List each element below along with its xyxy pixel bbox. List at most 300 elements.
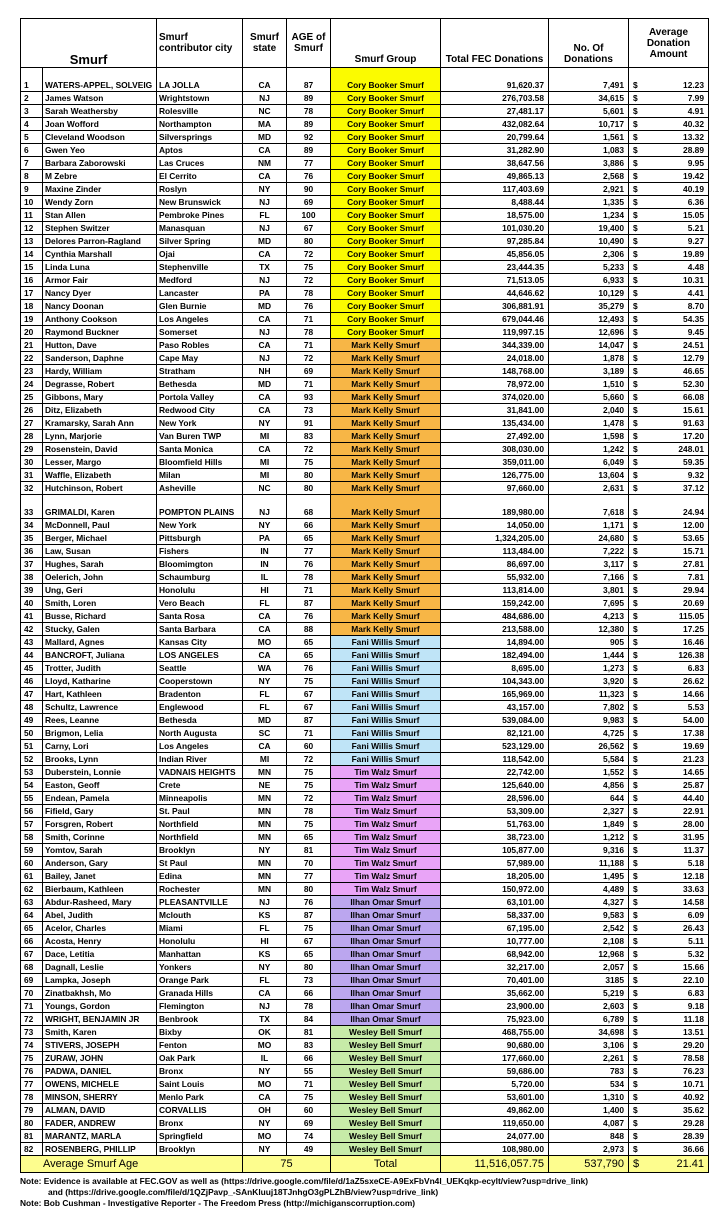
donation-count: 1,310 bbox=[549, 1091, 629, 1104]
total-donations: 63,101.00 bbox=[441, 896, 549, 909]
donor-city: Rochester bbox=[157, 883, 243, 896]
average-donation-value: 52.30 bbox=[683, 379, 704, 389]
donor-name: Trotter, Judith bbox=[43, 662, 157, 675]
smurf-group: Cory Booker Smurf bbox=[331, 105, 441, 118]
donation-count: 11,188 bbox=[549, 857, 629, 870]
average-donation-value: 6.83 bbox=[687, 663, 704, 673]
donation-count: 34,615 bbox=[549, 92, 629, 105]
row-number: 76 bbox=[21, 1065, 43, 1078]
dollar-sign: $ bbox=[633, 119, 638, 129]
dollar-sign: $ bbox=[633, 158, 638, 168]
donor-age: 66 bbox=[287, 1052, 331, 1065]
smurf-group: Wesley Bell Smurf bbox=[331, 1091, 441, 1104]
average-donation bbox=[629, 495, 709, 519]
donor-city: St Paul bbox=[157, 857, 243, 870]
dollar-sign: $ bbox=[633, 444, 638, 454]
donor-state: CA bbox=[243, 740, 287, 753]
donor-state: NY bbox=[243, 519, 287, 532]
row-number: 38 bbox=[21, 571, 43, 584]
donor-city: Yonkers bbox=[157, 961, 243, 974]
average-donation bbox=[629, 961, 709, 974]
donor-city: Minneapolis bbox=[157, 792, 243, 805]
donor-name: MINSON, SHERRY bbox=[43, 1091, 157, 1104]
average-donation bbox=[629, 157, 709, 170]
row-number: 65 bbox=[21, 922, 43, 935]
donor-age: 71 bbox=[287, 339, 331, 352]
donor-name: Law, Susan bbox=[43, 545, 157, 558]
donation-count: 9,983 bbox=[549, 714, 629, 727]
donor-name: Oelerich, John bbox=[43, 571, 157, 584]
donor-city: Redwood City bbox=[157, 404, 243, 417]
row-number: 26 bbox=[21, 404, 43, 417]
average-donation-value: 78.58 bbox=[683, 1053, 704, 1063]
donation-count: 9,583 bbox=[549, 909, 629, 922]
total-donations: 182,494.00 bbox=[441, 649, 549, 662]
donor-age: 89 bbox=[287, 92, 331, 105]
smurf-group: Mark Kelly Smurf bbox=[331, 597, 441, 610]
donor-name: Hardy, William bbox=[43, 365, 157, 378]
donation-count: 4,725 bbox=[549, 727, 629, 740]
smurf-group: Mark Kelly Smurf bbox=[331, 584, 441, 597]
donation-count: 1,444 bbox=[549, 649, 629, 662]
donor-city: Las Cruces bbox=[157, 157, 243, 170]
smurf-group: Wesley Bell Smurf bbox=[331, 1078, 441, 1091]
average-donation bbox=[629, 1130, 709, 1143]
donor-city: Santa Monica bbox=[157, 443, 243, 456]
donor-name: Dace, Letitia bbox=[43, 948, 157, 961]
donor-city: Bixby bbox=[157, 1026, 243, 1039]
donor-state: TX bbox=[243, 1013, 287, 1026]
donor-state: MI bbox=[243, 430, 287, 443]
dollar-sign: $ bbox=[633, 431, 638, 441]
dollar-sign: $ bbox=[633, 1092, 638, 1102]
dollar-sign: $ bbox=[633, 832, 638, 842]
dollar-sign: $ bbox=[633, 1158, 640, 1170]
average-donation bbox=[629, 844, 709, 857]
dollar-sign: $ bbox=[633, 819, 638, 829]
table-row bbox=[21, 857, 709, 870]
row-number: 56 bbox=[21, 805, 43, 818]
table-row bbox=[21, 417, 709, 430]
table-row bbox=[21, 183, 709, 196]
smurf-group: Ilhan Omar Smurf bbox=[331, 909, 441, 922]
total-donations: 68,942.00 bbox=[441, 948, 549, 961]
donor-age: 83 bbox=[287, 1039, 331, 1052]
donor-age: 80 bbox=[287, 482, 331, 495]
donor-city: Northfield bbox=[157, 818, 243, 831]
donor-name: Wendy Zorn bbox=[43, 196, 157, 209]
smurf-group: Ilhan Omar Smurf bbox=[331, 961, 441, 974]
average-donation-value: 17.20 bbox=[683, 431, 704, 441]
average-donation bbox=[629, 935, 709, 948]
row-number: 43 bbox=[21, 636, 43, 649]
donation-count: 1,878 bbox=[549, 352, 629, 365]
table-row bbox=[21, 482, 709, 495]
donor-state: CA bbox=[243, 144, 287, 157]
total-donations: 14,050.00 bbox=[441, 519, 549, 532]
donation-count: 11,323 bbox=[549, 688, 629, 701]
donor-name: Acosta, Henry bbox=[43, 935, 157, 948]
total-donations: 35,662.00 bbox=[441, 987, 549, 1000]
dollar-sign: $ bbox=[633, 611, 638, 621]
donor-state: IN bbox=[243, 545, 287, 558]
donor-state: CA bbox=[243, 68, 287, 92]
smurf-group: Cory Booker Smurf bbox=[331, 274, 441, 287]
donor-name: Lynn, Marjorie bbox=[43, 430, 157, 443]
donor-city: Paso Robles bbox=[157, 339, 243, 352]
average-donation bbox=[629, 857, 709, 870]
donor-age: 91 bbox=[287, 417, 331, 430]
donor-age: 81 bbox=[287, 844, 331, 857]
dollar-sign: $ bbox=[633, 314, 638, 324]
donor-age: 92 bbox=[287, 131, 331, 144]
donation-count: 9,316 bbox=[549, 844, 629, 857]
row-number: 35 bbox=[21, 532, 43, 545]
donor-name: Kramarsky, Sarah Ann bbox=[43, 417, 157, 430]
donor-name: Zinatbakhsh, Mo bbox=[43, 987, 157, 1000]
average-donation-value: 17.25 bbox=[683, 624, 704, 634]
donation-count: 1,561 bbox=[549, 131, 629, 144]
header-row bbox=[21, 19, 709, 68]
donor-name: Ung, Geri bbox=[43, 584, 157, 597]
donation-count: 1,273 bbox=[549, 662, 629, 675]
smurf-group: Tim Walz Smurf bbox=[331, 857, 441, 870]
row-number: 23 bbox=[21, 365, 43, 378]
average-donation-value: 12.00 bbox=[683, 520, 704, 530]
donor-name: Rees, Leanne bbox=[43, 714, 157, 727]
donor-state: MI bbox=[243, 753, 287, 766]
average-donation bbox=[629, 922, 709, 935]
table-row bbox=[21, 1026, 709, 1039]
dollar-sign: $ bbox=[633, 624, 638, 634]
dollar-sign: $ bbox=[633, 780, 638, 790]
donor-state: OK bbox=[243, 1026, 287, 1039]
table-row bbox=[21, 365, 709, 378]
smurf-group: Tim Walz Smurf bbox=[331, 870, 441, 883]
donor-name: Linda Luna bbox=[43, 261, 157, 274]
average-donation bbox=[629, 378, 709, 391]
average-donation-value: 9.32 bbox=[687, 470, 704, 480]
smurf-group: Cory Booker Smurf bbox=[331, 118, 441, 131]
donor-name: Anthony Cookson bbox=[43, 313, 157, 326]
dollar-sign: $ bbox=[633, 1066, 638, 1076]
donor-state: CA bbox=[243, 649, 287, 662]
average-donation bbox=[629, 623, 709, 636]
table-row bbox=[21, 1091, 709, 1104]
table-row bbox=[21, 519, 709, 532]
average-donation bbox=[629, 222, 709, 235]
average-donation bbox=[629, 443, 709, 456]
donor-name: Bailey, Janet bbox=[43, 870, 157, 883]
dollar-sign: $ bbox=[633, 546, 638, 556]
donor-city: Honolulu bbox=[157, 935, 243, 948]
donor-name: Stan Allen bbox=[43, 209, 157, 222]
donor-state: FL bbox=[243, 597, 287, 610]
dollar-sign: $ bbox=[633, 702, 638, 712]
average-donation bbox=[629, 287, 709, 300]
total-donations: 31,841.00 bbox=[441, 404, 549, 417]
total-donations: 45,856.05 bbox=[441, 248, 549, 261]
total-donations: 23,900.00 bbox=[441, 1000, 549, 1013]
donor-age: 74 bbox=[287, 1130, 331, 1143]
donor-city: CORVALLIS bbox=[157, 1104, 243, 1117]
donor-name: ZURAW, JOHN bbox=[43, 1052, 157, 1065]
donor-state: IN bbox=[243, 558, 287, 571]
smurf-group: Tim Walz Smurf bbox=[331, 818, 441, 831]
donor-name: Carny, Lori bbox=[43, 740, 157, 753]
average-donation bbox=[629, 766, 709, 779]
average-donation bbox=[629, 339, 709, 352]
donor-city: Somerset bbox=[157, 326, 243, 339]
table-row bbox=[21, 714, 709, 727]
average-donation-value: 248.01 bbox=[678, 444, 704, 454]
donor-age: 72 bbox=[287, 248, 331, 261]
row-number: 14 bbox=[21, 248, 43, 261]
average-donation bbox=[629, 1078, 709, 1091]
donor-city: PLEASANTVILLE bbox=[157, 896, 243, 909]
donor-name: Forsgren, Robert bbox=[43, 818, 157, 831]
dollar-sign: $ bbox=[633, 457, 638, 467]
donor-state: NY bbox=[243, 1143, 287, 1156]
donor-city: Cape May bbox=[157, 352, 243, 365]
donor-name: Smith, Loren bbox=[43, 597, 157, 610]
donor-city: Medford bbox=[157, 274, 243, 287]
donor-state: MN bbox=[243, 883, 287, 896]
average-donation bbox=[629, 482, 709, 495]
donation-count: 1,400 bbox=[549, 1104, 629, 1117]
average-donation-value: 76.23 bbox=[683, 1066, 704, 1076]
table-row bbox=[21, 92, 709, 105]
donor-name: Lesser, Margo bbox=[43, 456, 157, 469]
donor-age: 72 bbox=[287, 792, 331, 805]
total-donations: 113,484.00 bbox=[441, 545, 549, 558]
row-number: 51 bbox=[21, 740, 43, 753]
table-row bbox=[21, 779, 709, 792]
table-row bbox=[21, 818, 709, 831]
row-number: 60 bbox=[21, 857, 43, 870]
average-donation bbox=[629, 1104, 709, 1117]
donor-age: 68 bbox=[287, 495, 331, 519]
donor-age: 87 bbox=[287, 714, 331, 727]
dollar-sign: $ bbox=[633, 275, 638, 285]
table-row bbox=[21, 196, 709, 209]
smurf-group: Tim Walz Smurf bbox=[331, 805, 441, 818]
donation-count: 2,973 bbox=[549, 1143, 629, 1156]
donor-state: MN bbox=[243, 818, 287, 831]
donor-city: Ojai bbox=[157, 248, 243, 261]
total-donations-value: 11,516,057.75 bbox=[441, 1156, 549, 1173]
total-donations: 159,242.00 bbox=[441, 597, 549, 610]
donation-count: 1,212 bbox=[549, 831, 629, 844]
average-donation bbox=[629, 974, 709, 987]
average-donation-value: 59.35 bbox=[683, 457, 704, 467]
dollar-sign: $ bbox=[633, 132, 638, 142]
total-donations: 468,755.00 bbox=[441, 1026, 549, 1039]
dollar-sign: $ bbox=[633, 262, 638, 272]
table-row bbox=[21, 1117, 709, 1130]
dollar-sign: $ bbox=[633, 1131, 638, 1141]
row-number: 74 bbox=[21, 1039, 43, 1052]
row-number: 40 bbox=[21, 597, 43, 610]
row-number: 81 bbox=[21, 1130, 43, 1143]
donor-age: 78 bbox=[287, 105, 331, 118]
donor-state: NY bbox=[243, 183, 287, 196]
total-donations: 49,862.00 bbox=[441, 1104, 549, 1117]
total-donations: 78,972.00 bbox=[441, 378, 549, 391]
total-donations: 135,434.00 bbox=[441, 417, 549, 430]
row-number: 1 bbox=[21, 68, 43, 92]
average-donation bbox=[629, 1143, 709, 1156]
donor-age: 65 bbox=[287, 636, 331, 649]
donor-age: 87 bbox=[287, 909, 331, 922]
table-row bbox=[21, 974, 709, 987]
donor-state: NE bbox=[243, 779, 287, 792]
dollar-sign: $ bbox=[633, 93, 638, 103]
row-number: 53 bbox=[21, 766, 43, 779]
donor-age: 67 bbox=[287, 935, 331, 948]
dollar-sign: $ bbox=[633, 988, 638, 998]
row-number: 46 bbox=[21, 675, 43, 688]
smurf-group: Wesley Bell Smurf bbox=[331, 1117, 441, 1130]
donation-count: 2,327 bbox=[549, 805, 629, 818]
donor-name: ALMAN, DAVID bbox=[43, 1104, 157, 1117]
total-donations: 679,044.46 bbox=[441, 313, 549, 326]
average-donation bbox=[629, 701, 709, 714]
donor-age: 69 bbox=[287, 365, 331, 378]
average-amount-cell bbox=[629, 1156, 709, 1173]
table-row bbox=[21, 1065, 709, 1078]
donation-count: 2,542 bbox=[549, 922, 629, 935]
donor-city: Cooperstown bbox=[157, 675, 243, 688]
average-donation-value: 29.94 bbox=[683, 585, 704, 595]
donor-name: Barbara Zaborowski bbox=[43, 157, 157, 170]
table-row bbox=[21, 287, 709, 300]
average-donation bbox=[629, 714, 709, 727]
donor-age: 76 bbox=[287, 558, 331, 571]
average-donation bbox=[629, 1117, 709, 1130]
donor-state: CA bbox=[243, 1091, 287, 1104]
average-donation-value: 7.81 bbox=[687, 572, 704, 582]
average-donation-value: 40.19 bbox=[683, 184, 704, 194]
average-donation-value: 36.66 bbox=[683, 1144, 704, 1154]
table-row bbox=[21, 805, 709, 818]
donor-age: 83 bbox=[287, 430, 331, 443]
donor-city: Silversprings bbox=[157, 131, 243, 144]
donor-name: Gibbons, Mary bbox=[43, 391, 157, 404]
note-evidence: Note: Evidence is available at FEC.GOV as well as (https://drive.google.com/file/d/1aZ5sxeCE-A9ExFbVn4l_UEKqkp-ecylt/view?usp=drive_link) bbox=[20, 1176, 589, 1186]
donor-city: Roslyn bbox=[157, 183, 243, 196]
total-donations: 101,030.20 bbox=[441, 222, 549, 235]
dollar-sign: $ bbox=[633, 106, 638, 116]
average-donation bbox=[629, 584, 709, 597]
row-number: 16 bbox=[21, 274, 43, 287]
smurf-group: Ilhan Omar Smurf bbox=[331, 974, 441, 987]
donor-state: MI bbox=[243, 469, 287, 482]
total-donations: 97,660.00 bbox=[441, 482, 549, 495]
donation-count: 5,660 bbox=[549, 391, 629, 404]
total-donations: 165,969.00 bbox=[441, 688, 549, 701]
dollar-sign: $ bbox=[633, 962, 638, 972]
donor-state: NJ bbox=[243, 352, 287, 365]
smurf-group: Cory Booker Smurf bbox=[331, 209, 441, 222]
smurf-group: Wesley Bell Smurf bbox=[331, 1039, 441, 1052]
smurf-group: Cory Booker Smurf bbox=[331, 157, 441, 170]
donation-count: 5,584 bbox=[549, 753, 629, 766]
average-donation bbox=[629, 313, 709, 326]
donor-state: MN bbox=[243, 792, 287, 805]
donor-age: 75 bbox=[287, 818, 331, 831]
average-donation bbox=[629, 792, 709, 805]
total-count-value: 537,790 bbox=[549, 1156, 629, 1173]
row-number: 25 bbox=[21, 391, 43, 404]
donor-city: Bethesda bbox=[157, 378, 243, 391]
donor-name: Armor Fair bbox=[43, 274, 157, 287]
dollar-sign: $ bbox=[633, 1118, 638, 1128]
average-donation bbox=[629, 987, 709, 1000]
donor-city: Bloomfield Hills bbox=[157, 456, 243, 469]
donor-age: 76 bbox=[287, 896, 331, 909]
dollar-sign: $ bbox=[633, 353, 638, 363]
donor-city: New York bbox=[157, 519, 243, 532]
average-donation bbox=[629, 300, 709, 313]
total-donations: 308,030.00 bbox=[441, 443, 549, 456]
average-donation-value: 15.05 bbox=[683, 210, 704, 220]
donor-state: CA bbox=[243, 170, 287, 183]
donor-name: FADER, ANDREW bbox=[43, 1117, 157, 1130]
dollar-sign: $ bbox=[633, 1001, 638, 1011]
total-donations: 276,703.58 bbox=[441, 92, 549, 105]
donor-age: 80 bbox=[287, 469, 331, 482]
donor-age: 60 bbox=[287, 1104, 331, 1117]
total-donations: 70,401.00 bbox=[441, 974, 549, 987]
table-row bbox=[21, 766, 709, 779]
smurf-group: Mark Kelly Smurf bbox=[331, 456, 441, 469]
average-donation-value: 12.23 bbox=[683, 80, 704, 90]
donor-city: Rolesville bbox=[157, 105, 243, 118]
donor-state: TX bbox=[243, 261, 287, 274]
donor-state: WA bbox=[243, 662, 287, 675]
total-donations: 359,011.00 bbox=[441, 456, 549, 469]
dollar-sign: $ bbox=[633, 572, 638, 582]
donor-name: Busse, Richard bbox=[43, 610, 157, 623]
donor-name: Cleveland Woodson bbox=[43, 131, 157, 144]
total-donations: 24,018.00 bbox=[441, 352, 549, 365]
smurf-group: Ilhan Omar Smurf bbox=[331, 1013, 441, 1026]
total-donations: 126,775.00 bbox=[441, 469, 549, 482]
donor-state: NY bbox=[243, 961, 287, 974]
smurf-group: Wesley Bell Smurf bbox=[331, 1026, 441, 1039]
donor-age: 78 bbox=[287, 571, 331, 584]
donor-city: Wrightstown bbox=[157, 92, 243, 105]
donor-state: MN bbox=[243, 870, 287, 883]
donor-state: NJ bbox=[243, 495, 287, 519]
average-donation bbox=[629, 818, 709, 831]
donor-city: El Cerrito bbox=[157, 170, 243, 183]
donor-state: NC bbox=[243, 482, 287, 495]
donation-count: 1,335 bbox=[549, 196, 629, 209]
donor-state: NY bbox=[243, 675, 287, 688]
total-donations: 22,742.00 bbox=[441, 766, 549, 779]
total-donations: 53,309.00 bbox=[441, 805, 549, 818]
table-row bbox=[21, 558, 709, 571]
donation-count: 12,696 bbox=[549, 326, 629, 339]
row-number: 64 bbox=[21, 909, 43, 922]
dollar-sign: $ bbox=[633, 897, 638, 907]
dollar-sign: $ bbox=[633, 715, 638, 725]
donor-state: MI bbox=[243, 456, 287, 469]
table-row bbox=[21, 896, 709, 909]
total-donations: 38,647.56 bbox=[441, 157, 549, 170]
